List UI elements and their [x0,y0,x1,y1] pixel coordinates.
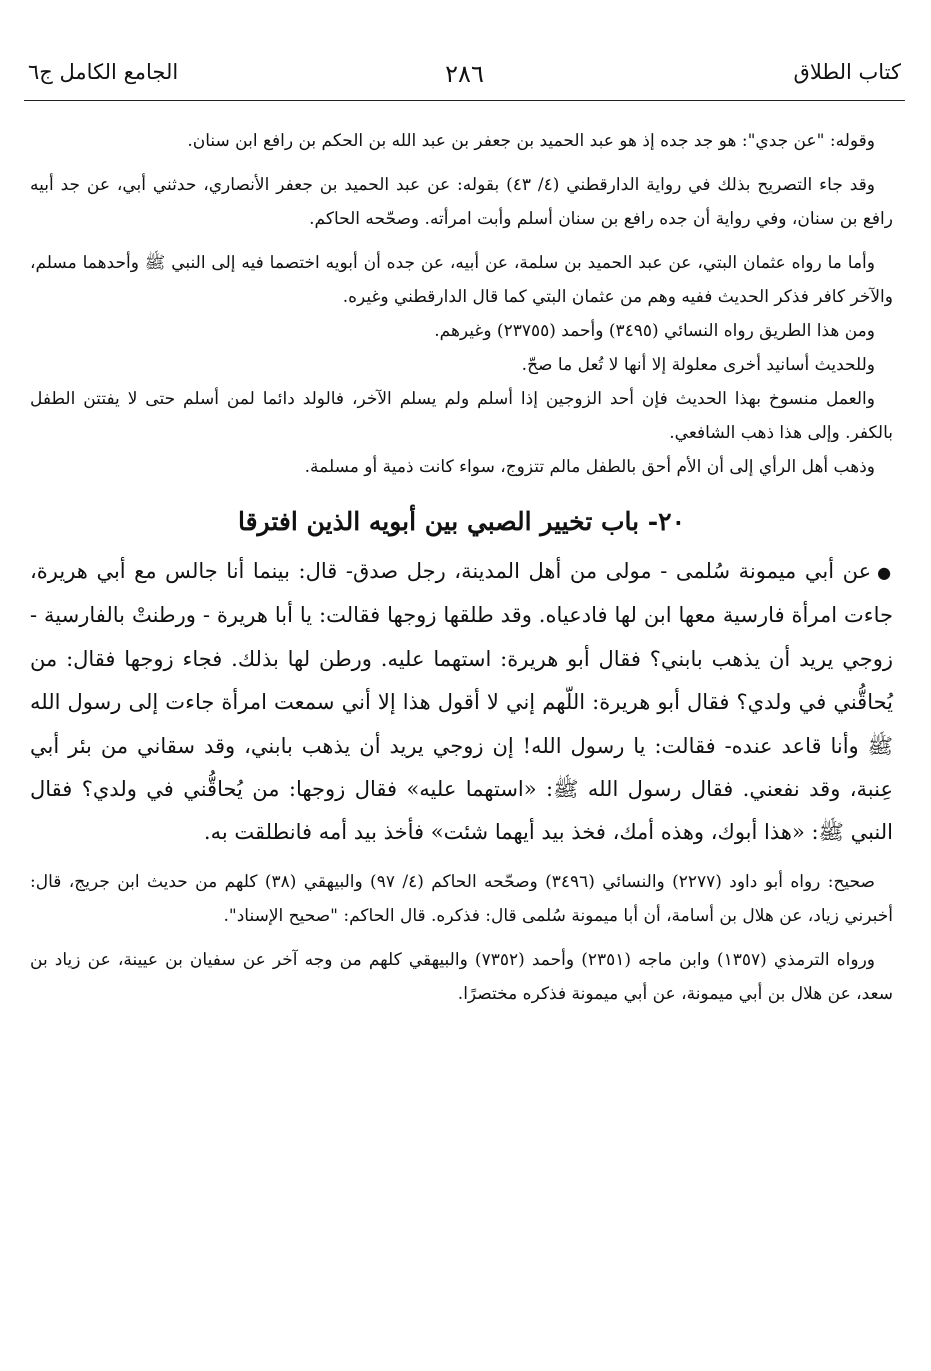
page-header [28,60,901,100]
page-number: ٢٨٦ [445,60,484,88]
bullet-icon: ● [877,563,893,582]
paragraph: وقوله: "عن جدي": هو جد جده إذ هو عبد الحميد بن جعفر بن عبد الله بن الحكم بن رافع ابن سنان. [187,131,875,151]
work-title: الجامع الكامل ج٦ [28,60,179,84]
paragraph: والعمل منسوخ بهذا الحديث فإن أحد الزوجين إذا أسلم ولم يسلم الآخر، فالولد دائما لمن أسلم حتى لا يفتتن الطفل بالكفر. وإلى هذا ذهب الشافعي. [30,389,893,443]
hadith-body: عن أبي ميمونة سُلمى - مولى من أهل المدينة، رجل صدق- قال: بينما أنا جالس مع أبي هريرة، جاءت امرأة فارسية معها ابن لها فادعياه. وقد طلقها زوجها فقالت: يا أبا هريرة - ورطنتْ بالفارسية - زوجي يريد أن يذهب بابني؟ فقال أبو هريرة: استهما عليه. ورطن لها بذلك. فجاء زوجها فقال: من يُحاقُّني في ولدي؟ فقال أبو هريرة: اللّهم إني لا أقول هذا إلا أني سمعت امرأة جاءت إلى رسول الله ﷺ وأنا قاعد عنده- فقالت: يا رسول الله! إن زوجي يريد أن يذهب بابني، وقد سقاني من بئر أبي عِنبة، وقد نفعني. فقال رسول الله ﷺ: «استهما عليه» فقال زوجها: من يُحاقُّني في ولدي؟ فقال النبي ﷺ: «هذا أبوك، وهذه أمك، فخذ بيد أيهما شئت» فأخذ بيد أمه فانطلقت به. [30,559,893,845]
hadith-text [30,550,893,855]
paragraph: وأما ما رواه عثمان البتي، عن عبد الحميد بن سلمة، عن أبيه، عن جده أن أبويه اختصما فيه إلى النبي ﷺ وأحدهما مسلم، والآخر كافر فذكر الحديث ففيه وهم من عثمان البتي كما قال الدارقطني وغيره. [30,253,893,307]
header-divider [24,100,905,101]
book-title: كتاب الطلاق [793,60,901,84]
page-body [30,124,893,1011]
paragraph: وللحديث أسانيد أخرى معلولة إلا أنها لا تُعل ما صحّ. [521,355,875,375]
takhrij-paragraph: ورواه الترمذي (١٣٥٧) وابن ماجه (٢٣٥١) وأحمد (٧٣٥٢) والبيهقي كلهم من وجه آخر عن سفيان بن عيينة، عن زياد بن سعد، عن هلال بن أبي ميمونة، عن أبي ميمونة فذكره مختصرًا. [30,949,893,1004]
paragraph: وقد جاء التصريح بذلك في رواية الدارقطني (٤/ ٤٣) بقوله: عن عبد الحميد بن جعفر الأنصاري، حدثني أبي، عن جد أبيه رافع بن سنان، وفي رواية أن جده رافع بن سنان أسلم وأبت امرأته. وصحّحه الحاكم. [30,175,893,229]
chapter-heading: ٢٠- باب تخيير الصبي بين أبويه الذين افترقا [237,507,686,536]
paragraph: ومن هذا الطريق رواه النسائي (٣٤٩٥) وأحمد (٢٣٧٥٥) وغيرهم. [434,321,875,341]
paragraph: وذهب أهل الرأي إلى أن الأم أحق بالطفل مالم تتزوج، سواء كانت ذمية أو مسلمة. [304,457,875,477]
takhrij-paragraph: صحيح: رواه أبو داود (٢٢٧٧) والنسائي (٣٤٩٦) وصحّحه الحاكم (٤/ ٩٧) والبيهقي (٣٨) كلهم من حديث ابن جريج، قال: أخبرني زياد، عن هلال بن أسامة، أن أبا ميمونة سُلمى قال: فذكره. قال الحاكم: "صحيح الإسناد". [30,871,893,926]
